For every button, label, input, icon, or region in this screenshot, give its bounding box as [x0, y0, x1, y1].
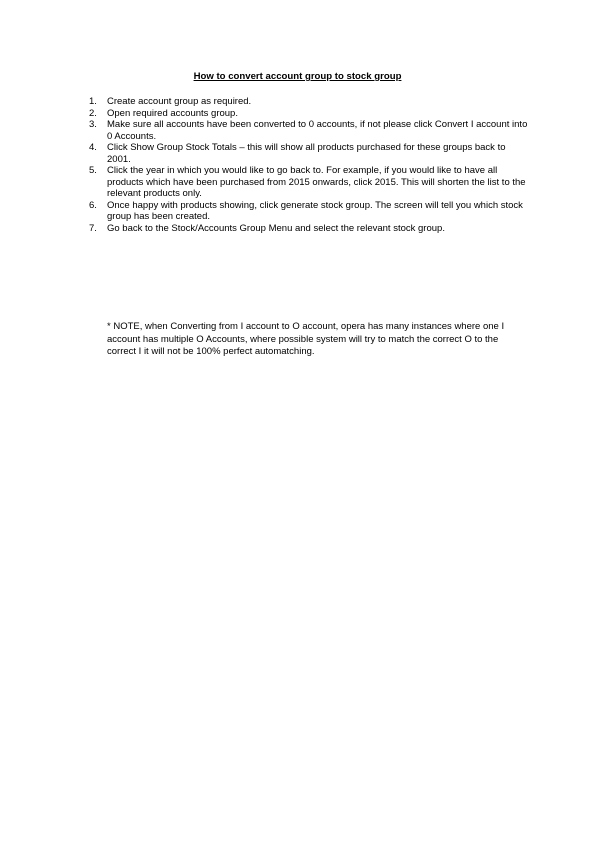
note-paragraph: * NOTE, when Converting from I account to O account, opera has many instances where one I account has multiple O Accounts, where possible system will try to match the correct O to the correct I it will not be 100% perfect automatching. — [107, 321, 505, 357]
step-text: Once happy with products showing, click generate stock group. The screen will tell you which stock group has been created. — [107, 199, 523, 222]
step-number: 4. — [89, 142, 97, 153]
step-number: 7. — [89, 222, 97, 234]
step-number: 6. — [89, 199, 97, 211]
list-item — [89, 119, 529, 142]
step-text: Open required accounts group. — [107, 107, 238, 119]
step-text: Click the year in which you would like to go back to. For example, if you would like to have all products which have been purchased from 2015 onwards, click 2015. This will shorten the list to the relevant products only. — [107, 165, 526, 199]
list-item — [89, 165, 529, 200]
list-item — [89, 142, 529, 165]
step-number: 3. — [89, 119, 97, 130]
step-text: Create account group as required. — [107, 96, 252, 107]
step-text: Make sure all accounts have been converted to 0 accounts, if not please click Convert I account into 0 Accounts. — [107, 119, 528, 142]
step-number: 1. — [89, 96, 97, 107]
step-text: Go back to the Stock/Accounts Group Menu and select the relevant stock group. — [107, 222, 445, 234]
list-item — [89, 108, 529, 120]
document-title: How to convert account group to stock group — [193, 71, 402, 82]
step-text: Click Show Group Stock Totals – this will show all products purchased for these groups back to 2001. — [107, 142, 506, 165]
list-item — [89, 223, 529, 235]
step-number: 2. — [89, 107, 97, 119]
steps-list — [89, 96, 529, 234]
list-item — [89, 96, 529, 108]
step-number: 5. — [89, 165, 97, 176]
list-item — [89, 200, 529, 223]
